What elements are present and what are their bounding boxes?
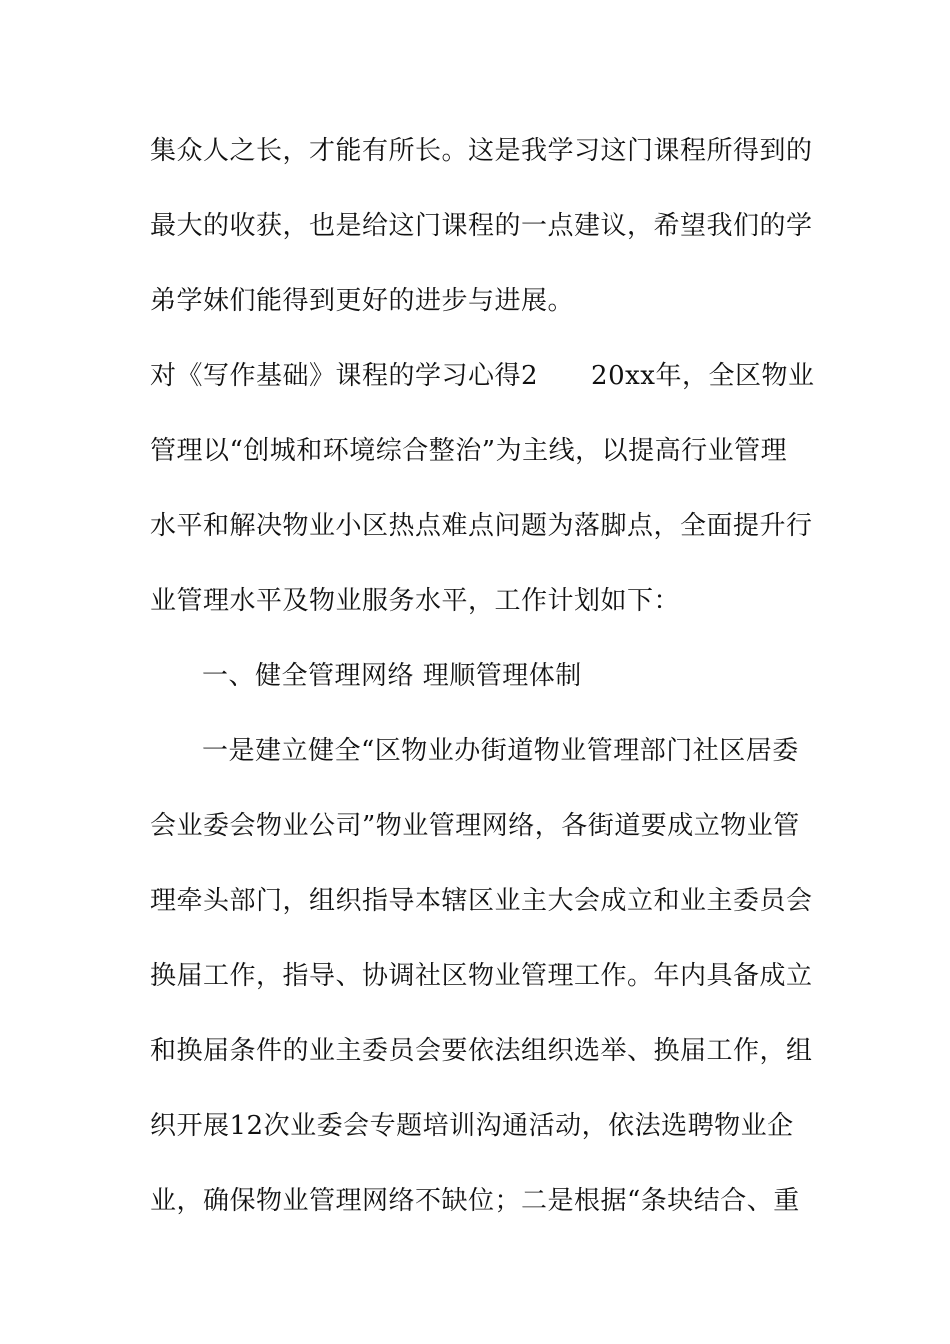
body-text-line: 集众人之长，才能有所长。这是我学习这门课程所得到的 [150, 136, 813, 166]
body-text-line: 弟学妹们能得到更好的进步与进展。 [150, 286, 575, 316]
body-text-line: 会业委会物业公司”物业管理网络，各街道要成立物业管 [150, 811, 800, 841]
body-text-line: 一是建立健全“区物业办街道物业管理部门社区居委 [202, 736, 799, 766]
body-text-line: 理牵头部门，组织指导本辖区业主大会成立和业主委员会 [150, 886, 813, 916]
body-text-line: 和换届条件的业主委员会要依法组织选举、换届工作，组 [150, 1036, 813, 1066]
body-text-line: 织开展12次业委会专题培训沟通活动，依法选聘物业企 [150, 1111, 794, 1141]
body-text-line: 最大的收获，也是给这门课程的一点建议，希望我们的学 [150, 211, 813, 241]
body-text-line: 业管理水平及物业服务水平，工作计划如下： [150, 586, 681, 616]
body-text-line: 业，确保物业管理网络不缺位；二是根据“条块结合、重 [150, 1186, 800, 1216]
body-text-line: 管理以“创城和环境综合整治”为主线，以提高行业管理 [150, 436, 788, 466]
body-text-line: 换届工作，指导、协调社区物业管理工作。年内具备成立 [150, 961, 813, 991]
body-text-line: 对《写作基础》课程的学习心得2 20xx年，全区物业 [150, 361, 815, 391]
body-text-line: 水平和解决物业小区热点难点问题为落脚点，全面提升行 [150, 511, 813, 541]
section-heading: 一、健全管理网络 理顺管理体制 [202, 661, 582, 691]
